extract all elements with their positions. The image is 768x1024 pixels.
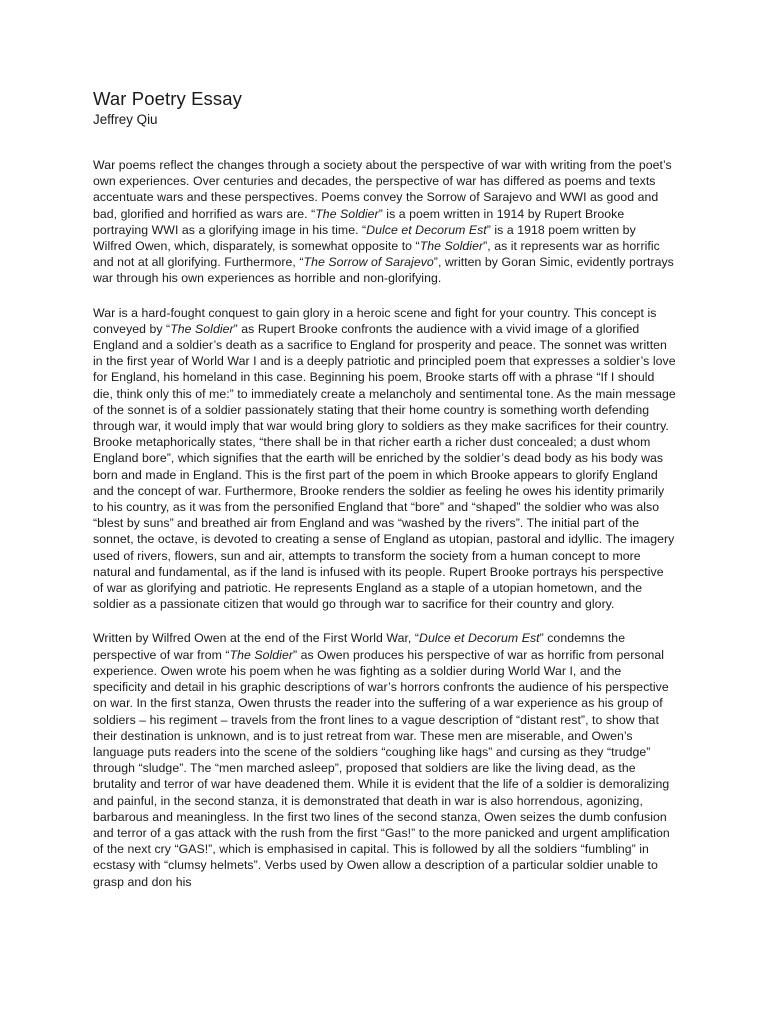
paragraph-the-soldier: [93, 305, 677, 613]
text-run: ” is a poem written in 1914 by Rupert Brooke portraying WWI as a glorifying image in his time. “: [93, 206, 625, 237]
text-run: War poems reflect the changes through a society about the perspective of war with writing from the poet’s own experiences. Over centuries and decades, the perspective of war has differed as poems and texts accentuate wars and these perspectives. Poems convey the Sorrow of Sarajevo and WWI as good and bad, glorified and horrified as wars are. “: [93, 158, 672, 221]
text-run: ” as Owen produces his perspective of war as horrific from personal experience. Owen wrote his poem when he was fighting as a soldier during World War I, and the specificity and detail in his graphic descriptions of war’s horrors confronts the audience of his perspective on war. In the first stanza, Owen thrusts the reader into the suffering of a war experience as his group of soldiers – his regiment – travels from the front lines to a vague description of “distant rest”, to show that their destination is unknown, and is to just retreat from war. These men are miserable, and Owen’s language puts readers into the scene of the soldiers “coughing like hags” and cursing as they “trudge” through “sludge”. The “men marched asleep”, proposed that soldiers are like the living dead, as the brutality and terror of war have deadened them. While it is evident that the life of a soldier is demoralizing and painful, in the second stanza, it is demonstrated that death in war is also horrendous, agonizing, barbarous and meaningless. In the first two lines of the second stanza, Owen seizes the dumb confusion and terror of a gas attack with the rush from the first “Gas!” to the more panicked and urgent amplification of the next cry “GAS!”, which is emphasised in capital. This is followed by all the soldiers “fumbling” in ecstasy with “clumsy helmets”. Verbs used by Owen allow a description of a particular soldier unable to grasp and don his: [93, 647, 670, 889]
document-author: Jeffrey Qiu: [93, 112, 158, 127]
paragraph-dulce-et-decorum-est: [93, 630, 677, 889]
italic-title-run: Dulce et Decorum Est: [419, 631, 540, 646]
text-run: War is a hard-fought conquest to gain glory in a heroic scene and fight for your country. This concept is conveyed by “: [93, 305, 657, 336]
italic-title-run: The Sorrow of Sarajevo: [303, 255, 434, 270]
paragraph-introduction: [93, 157, 677, 287]
text-run: ”, written by Goran Simic, evidently portrays war through his own experiences as horrible and non-glorifying.: [93, 255, 674, 286]
text-run: ”, as it represents war as horrific and not at all glorifying. Furthermore, “: [93, 239, 660, 270]
document-page: [93, 88, 677, 890]
text-run: ” condemns the perspective of war from “: [93, 631, 626, 662]
text-run: ” is a 1918 poem written by Wilfred Owen, which, disparately, is somewhat opposite to “: [93, 222, 636, 254]
document-title: War Poetry Essay: [93, 88, 242, 109]
italic-title-run: The Soldier: [419, 239, 484, 254]
italic-title-run: The Soldier: [315, 206, 379, 221]
text-run: Written by Wilfred Owen at the end of the First World War, “: [93, 631, 420, 646]
italic-title-run: Dulce et Decorum Est: [366, 222, 487, 237]
text-run: ” as Rupert Brooke confronts the audience with a vivid image of a glorified England and a soldier’s death as a sacrifice to England for prosperity and peace. The sonnet was written in the first year of World War I and is a deeply patriotic and principled poem that expresses a soldier’s love for England, his homeland in this case. Beginning his poem, Brooke starts off with a phrase “If I should die, think only this of me:” to immediately create a melancholy and sentimental tone. As the main message of the sonnet is of a soldier passionately stating that their home country is something worth defending through war, it would imply that war would bring glory to soldiers as they make sacrifices for their country. Brooke metaphorically states, “there shall be in that richer earth a richer dust concealed; a dust whom England bore”, which signifies that the earth will be enriched by the soldier’s dead body as his body was born and made in England. This is the first part of the poem in which Brooke appears to glorify England and the concept of war. Furthermore, Brooke renders the soldier as feeling he owes his identity primarily to his country, as it was from the personified England that “bore” and “shaped” the soldier who was also “blest by suns” and breathed air from England and was “washed by the rivers”. The initial part of the sonnet, the octave, is devoted to creating a sense of England as utopian, pastoral and idyllic. The imagery used of rivers, flowers, sun and air, attempts to transform the society from a human concept to more natural and fundamental, as if the land is infused with its people. Rupert Brooke portrays his perspective of war as glorifying and patriotic. He represents England as a staple of a utopian hometown, and the soldier as a passionate citizen that would go through war to sacrifice for their country and glory.: [93, 321, 676, 612]
italic-title-run: The Soldier: [229, 647, 293, 662]
italic-title-run: The Soldier: [170, 321, 234, 336]
